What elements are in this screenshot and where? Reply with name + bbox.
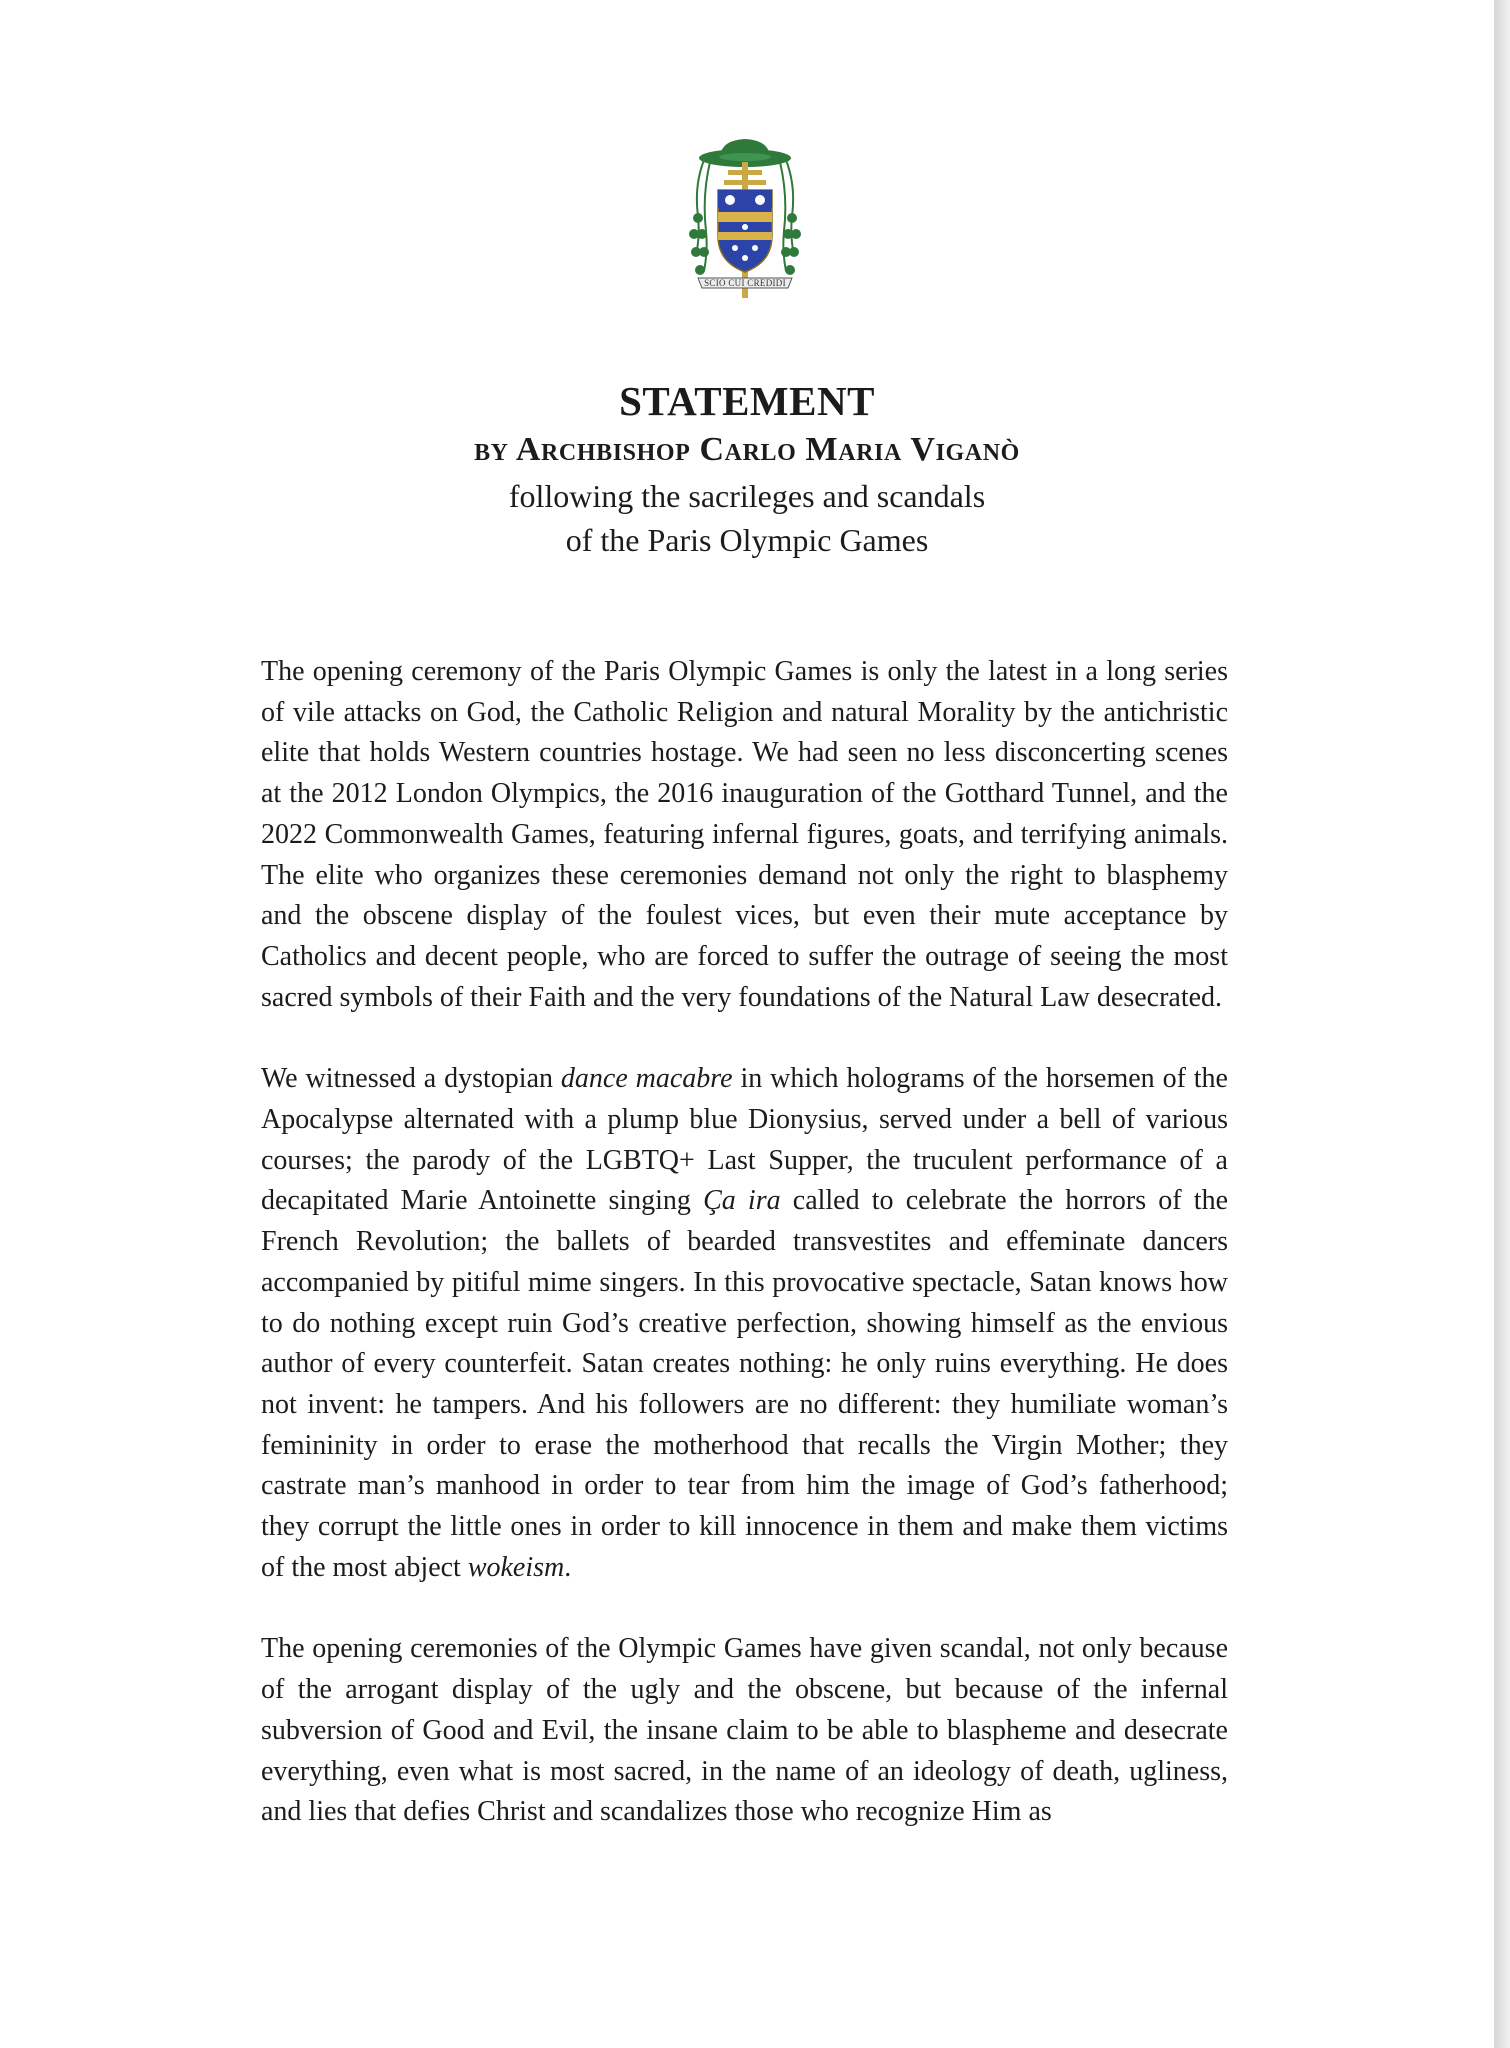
subtitle-line-2: of the Paris Olympic Games (565, 522, 929, 558)
page-edge (1494, 0, 1510, 2048)
paragraph-3: The opening ceremonies of the Olympic Games have given scandal, not only because of the arrogant display of the ugly and the obscene, but because of the infernal subversion of Good and Evil, the insane claim to be able to blaspheme and desecrate everything, even what is most sacred, in the name of an ideology of death, ugliness, and lies that defies Christ and scandalizes those who recognize Him as (261, 1633, 1228, 1828)
paragraph-2-text-c: called to celebrate the horrors of the French Revolution; the ballets of bearded transvestites and effeminate dancers accompanied by pitiful mime singers. In this provocative spectacle, Satan knows how to do nothing except ruin God’s creative perfection, showing himself as the envious author of every counterfeit. Satan creates nothing: he only ruins everything. He does not invent: he tampers. And his followers are no different: they humiliate woman’s femininity in order to erase the motherhood that recalls the Virgin Mother; they castrate man’s manhood in order to tear from him the image of God’s fatherhood; they corrupt the little ones in order to kill innocence in them and make them victims of the most abject (261, 1185, 1228, 1583)
header (0, 376, 1494, 562)
paragraph-2 (261, 1059, 1228, 1588)
subtitle-line-1: following the sacrileges and scandals (508, 478, 986, 514)
byline: by Archbishop Carlo Maria Viganò (474, 431, 1020, 468)
paragraph-2-text-a: We witnessed a dystopian (261, 1063, 561, 1095)
paragraph-2-text-d: . (564, 1551, 572, 1583)
statement-body (261, 652, 1228, 1874)
paragraph-1: The opening ceremony of the Paris Olympic Games is only the latest in a long series of vile attacks on God, the Catholic Religion and natural Morality by the antichristic elite that holds Western countries hostage. We had seen no less disconcerting scenes at the 2012 London Olympics, the 2016 inauguration of the Gotthard Tunnel, and the 2022 Commonwealth Games, featuring infernal figures, goats, and terrifying animals. The elite who organizes these ceremonies demand not only the right to blasphemy and the obscene display of the foulest vices, but even their mute acceptance by Catholics and decent people, who are forced to suffer the outrage of seeing the most sacred symbols of their Faith and the very foundations of the Natural Law desecrated. (261, 656, 1228, 1013)
paragraph-2-text-b: in which holograms of the horsemen of the Apocalypse alternated with a plump blue Dionysius, served under a bell of various courses; the parody of the LGBTQ+ Last Supper, the truculent performance of a decapitated Marie Antoinette singing (261, 1063, 1228, 1217)
paragraph-2-emphasis-dance-macabre: dance macabre (560, 1063, 733, 1095)
paragraph-2-emphasis-ca-ira: Ça ira (703, 1185, 781, 1217)
paragraph-2-emphasis-wokeism: wokeism (467, 1551, 565, 1583)
page-title: STATEMENT (619, 378, 875, 424)
motto-text: SCIO CUI CREDIDI (704, 278, 786, 288)
coat-of-arms-icon (680, 136, 810, 308)
